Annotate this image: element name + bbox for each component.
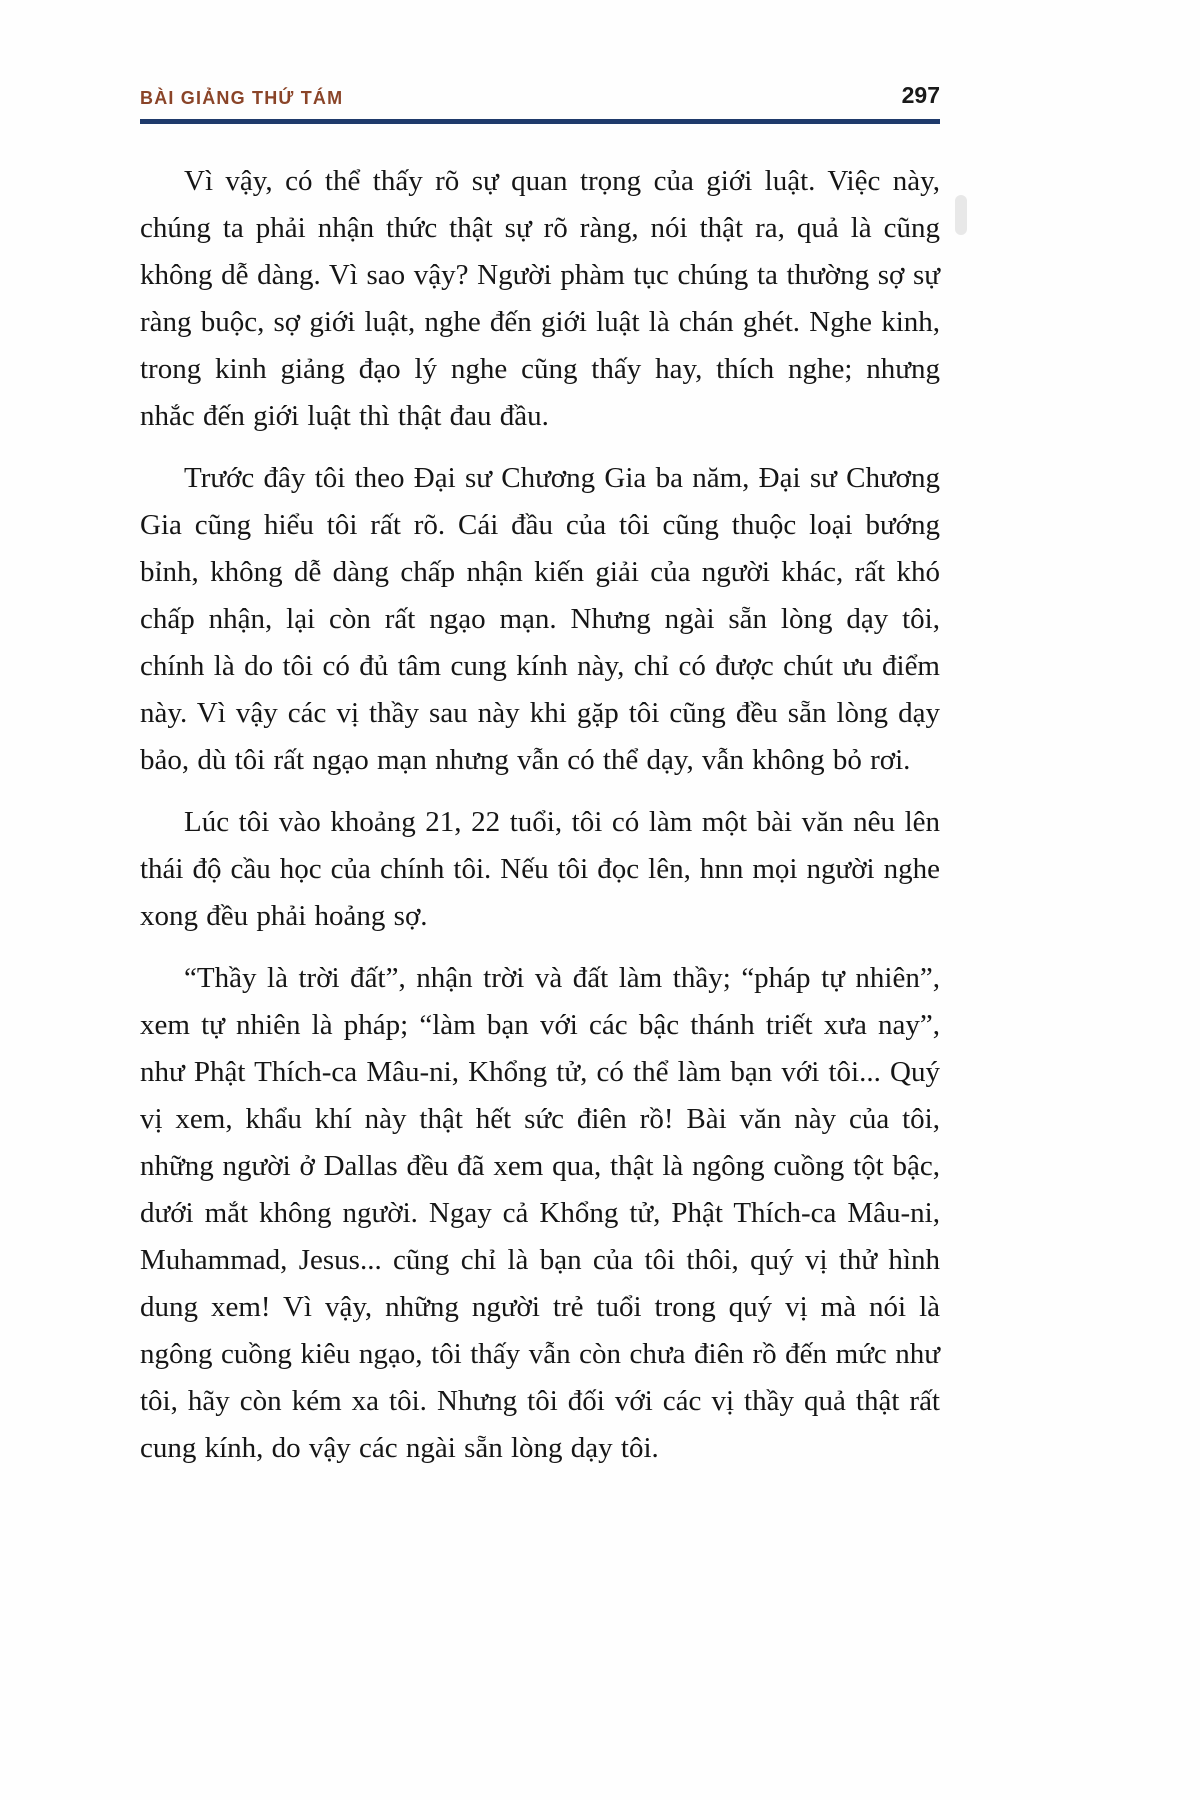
page-content-area <box>140 82 940 1487</box>
paragraph-3: Lúc tôi vào khoảng 21, 22 tuổi, tôi có làm một bài văn nêu lên thái độ cầu học của chính tôi. Nếu tôi đọc lên, hnn mọi người nghe xong đều phải hoảng sợ. <box>140 806 940 932</box>
body-text-block <box>140 158 940 1472</box>
running-head-chapter-title: BÀI GIẢNG THỨ TÁM <box>140 88 344 108</box>
paragraph-2: Trước đây tôi theo Đại sư Chương Gia ba năm, Đại sư Chương Gia cũng hiểu tôi rất rõ. Cái đầu của tôi cũng thuộc loại bướng bỉnh, không dễ dàng chấp nhận kiến giải của người khác, rất khó chấp nhận, lại còn rất ngạo mạn. Nhưng ngài sẵn lòng dạy tôi, chính là do tôi có đủ tâm cung kính này, chỉ có được chút ưu điểm này. Vì vậy các vị thầy sau này khi gặp tôi cũng đều sẵn lòng dạy bảo, dù tôi rất ngạo mạn nhưng vẫn có thể dạy, vẫn không bỏ rơi. <box>140 462 940 776</box>
header-divider-rule <box>140 119 940 124</box>
page-number: 297 <box>901 82 940 108</box>
paragraph-4: “Thầy là trời đất”, nhận trời và đất làm thầy; “pháp tự nhiên”, xem tự nhiên là pháp; “làm bạn với các bậc thánh triết xưa nay”, như Phật Thích-ca Mâu-ni, Khổng tử, có thể làm bạn với tôi... Quý vị xem, khẩu khí này thật hết sức điên rồ! Bài văn này của tôi, những người ở Dallas đều đã xem qua, thật là ngông cuồng tột bậc, dưới mắt không người. Ngay cả Khổng tử, Phật Thích-ca Mâu-ni, Muhammad, Jesus... cũng chỉ là bạn của tôi thôi, quý vị thử hình dung xem! Vì vậy, những người trẻ tuổi trong quý vị mà nói là ngông cuồng kiêu ngạo, tôi thấy vẫn còn chưa điên rồ đến mức như tôi, hãy còn kém xa tôi. Nhưng tôi đối với các vị thầy quả thật rất cung kính, do vậy các ngài sẵn lòng dạy tôi. <box>140 962 940 1464</box>
page-header <box>140 82 940 119</box>
paragraph-1: Vì vậy, có thể thấy rõ sự quan trọng của giới luật. Việc này, chúng ta phải nhận thức thật sự rõ ràng, nói thật ra, quả là cũng không dễ dàng. Vì sao vậy? Người phàm tục chúng ta thường sợ sự ràng buộc, sợ giới luật, nghe đến giới luật là chán ghét. Nghe kinh, trong kinh giảng đạo lý nghe cũng thấy hay, thích nghe; nhưng nhắc đến giới luật thì thật đau đầu. <box>140 165 940 432</box>
scan-artifact-smudge <box>955 195 967 235</box>
